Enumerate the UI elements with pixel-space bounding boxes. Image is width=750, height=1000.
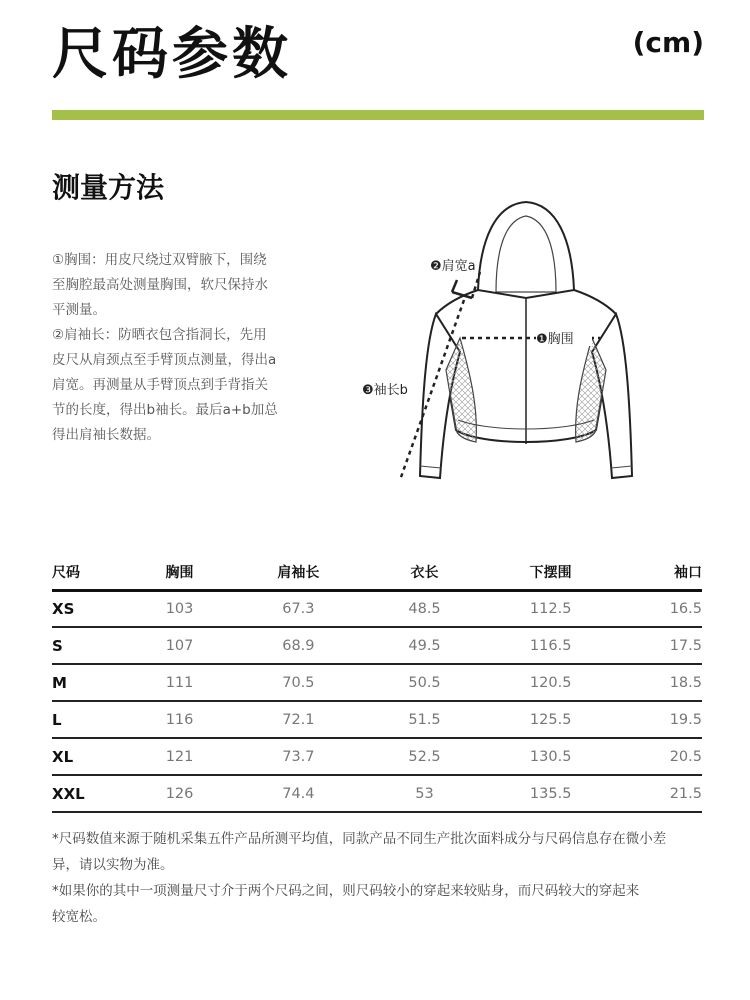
- method-line: 肩宽。再测量从手臂顶点到手背指关: [52, 377, 268, 393]
- cell-shoulder-sleeve: 70.5: [227, 664, 370, 701]
- cell-chest: 111: [132, 664, 227, 701]
- hooded-jacket-icon: [360, 180, 720, 500]
- cell-length: 50.5: [370, 664, 480, 701]
- cell-chest: 107: [132, 627, 227, 664]
- cell-hem: 125.5: [479, 701, 622, 738]
- cell-size: M: [52, 664, 132, 701]
- header-length: 衣长: [370, 556, 480, 590]
- cell-chest: 121: [132, 738, 227, 775]
- cell-shoulder-sleeve: 73.7: [227, 738, 370, 775]
- method-line: 至胸腔最高处测量胸围，软尺保持水: [52, 277, 268, 293]
- cell-shoulder-sleeve: 74.4: [227, 775, 370, 812]
- cell-shoulder-sleeve: 72.1: [227, 701, 370, 738]
- chest-label: ❶胸围: [536, 332, 574, 347]
- method-line: 得出肩袖长数据。: [52, 427, 160, 443]
- note-line: 异，请以实物为准。: [52, 857, 174, 873]
- header-size: 尺码: [52, 556, 132, 590]
- cell-length: 52.5: [370, 738, 480, 775]
- table-row: [52, 627, 702, 664]
- cell-size: XS: [52, 590, 132, 627]
- note-line: *如果你的其中一项测量尺寸介于两个尺码之间，则尺码较小的穿起来较贴身，而尺码较大的穿起来: [52, 883, 640, 899]
- method-line: ①胸围：用皮尺绕过双臂腋下，围绕: [52, 252, 267, 268]
- unit-label: (cm): [632, 26, 704, 59]
- table-row: [52, 738, 702, 775]
- cell-hem: 130.5: [479, 738, 622, 775]
- table-header-row: [52, 556, 702, 590]
- cell-cuff: 16.5: [622, 590, 702, 627]
- cell-size: S: [52, 627, 132, 664]
- cell-shoulder-sleeve: 67.3: [227, 590, 370, 627]
- cell-length: 49.5: [370, 627, 480, 664]
- cell-length: 48.5: [370, 590, 480, 627]
- method-title: 测量方法: [52, 171, 165, 204]
- method-line: 节的长度，得出b袖长。最后a+b加总: [52, 402, 278, 418]
- header-cuff: 袖口: [622, 556, 702, 590]
- size-table: [52, 556, 702, 813]
- table-row: [52, 664, 702, 701]
- cell-hem: 120.5: [479, 664, 622, 701]
- cell-chest: 126: [132, 775, 227, 812]
- sleeve-label: ❸袖长b: [362, 383, 408, 398]
- cell-hem: 116.5: [479, 627, 622, 664]
- table-row: [52, 701, 702, 738]
- page-title: 尺码参数: [52, 22, 292, 87]
- cell-shoulder-sleeve: 68.9: [227, 627, 370, 664]
- note-line: 较宽松。: [52, 909, 106, 925]
- cell-chest: 116: [132, 701, 227, 738]
- cell-cuff: 18.5: [622, 664, 702, 701]
- table-row: [52, 775, 702, 812]
- method-line: ②肩袖长：防晒衣包含指洞长，先用: [52, 327, 267, 343]
- method-text: [52, 248, 302, 448]
- measurement-figure: [360, 180, 720, 500]
- cell-size: L: [52, 701, 132, 738]
- header-shoulder-sleeve: 肩袖长: [227, 556, 370, 590]
- method-line: 平测量。: [52, 302, 106, 318]
- cell-cuff: 17.5: [622, 627, 702, 664]
- shoulder-label: ❷肩宽a: [430, 259, 476, 274]
- header-hem: 下摆围: [479, 556, 622, 590]
- cell-hem: 135.5: [479, 775, 622, 812]
- cell-chest: 103: [132, 590, 227, 627]
- cell-length: 51.5: [370, 701, 480, 738]
- cell-hem: 112.5: [479, 590, 622, 627]
- cell-cuff: 19.5: [622, 701, 702, 738]
- cell-size: XL: [52, 738, 132, 775]
- method-line: 皮尺从肩颈点至手臂顶点测量，得出a: [52, 352, 277, 368]
- cell-cuff: 20.5: [622, 738, 702, 775]
- header-chest: 胸围: [132, 556, 227, 590]
- table-row: [52, 590, 702, 627]
- accent-divider: [52, 110, 704, 120]
- note-line: *尺码数值来源于随机采集五件产品所测平均值，同款产品不同生产批次面料成分与尺码信息存在微小差: [52, 831, 667, 847]
- cell-size: XXL: [52, 775, 132, 812]
- notes: [52, 826, 707, 930]
- cell-length: 53: [370, 775, 480, 812]
- cell-cuff: 21.5: [622, 775, 702, 812]
